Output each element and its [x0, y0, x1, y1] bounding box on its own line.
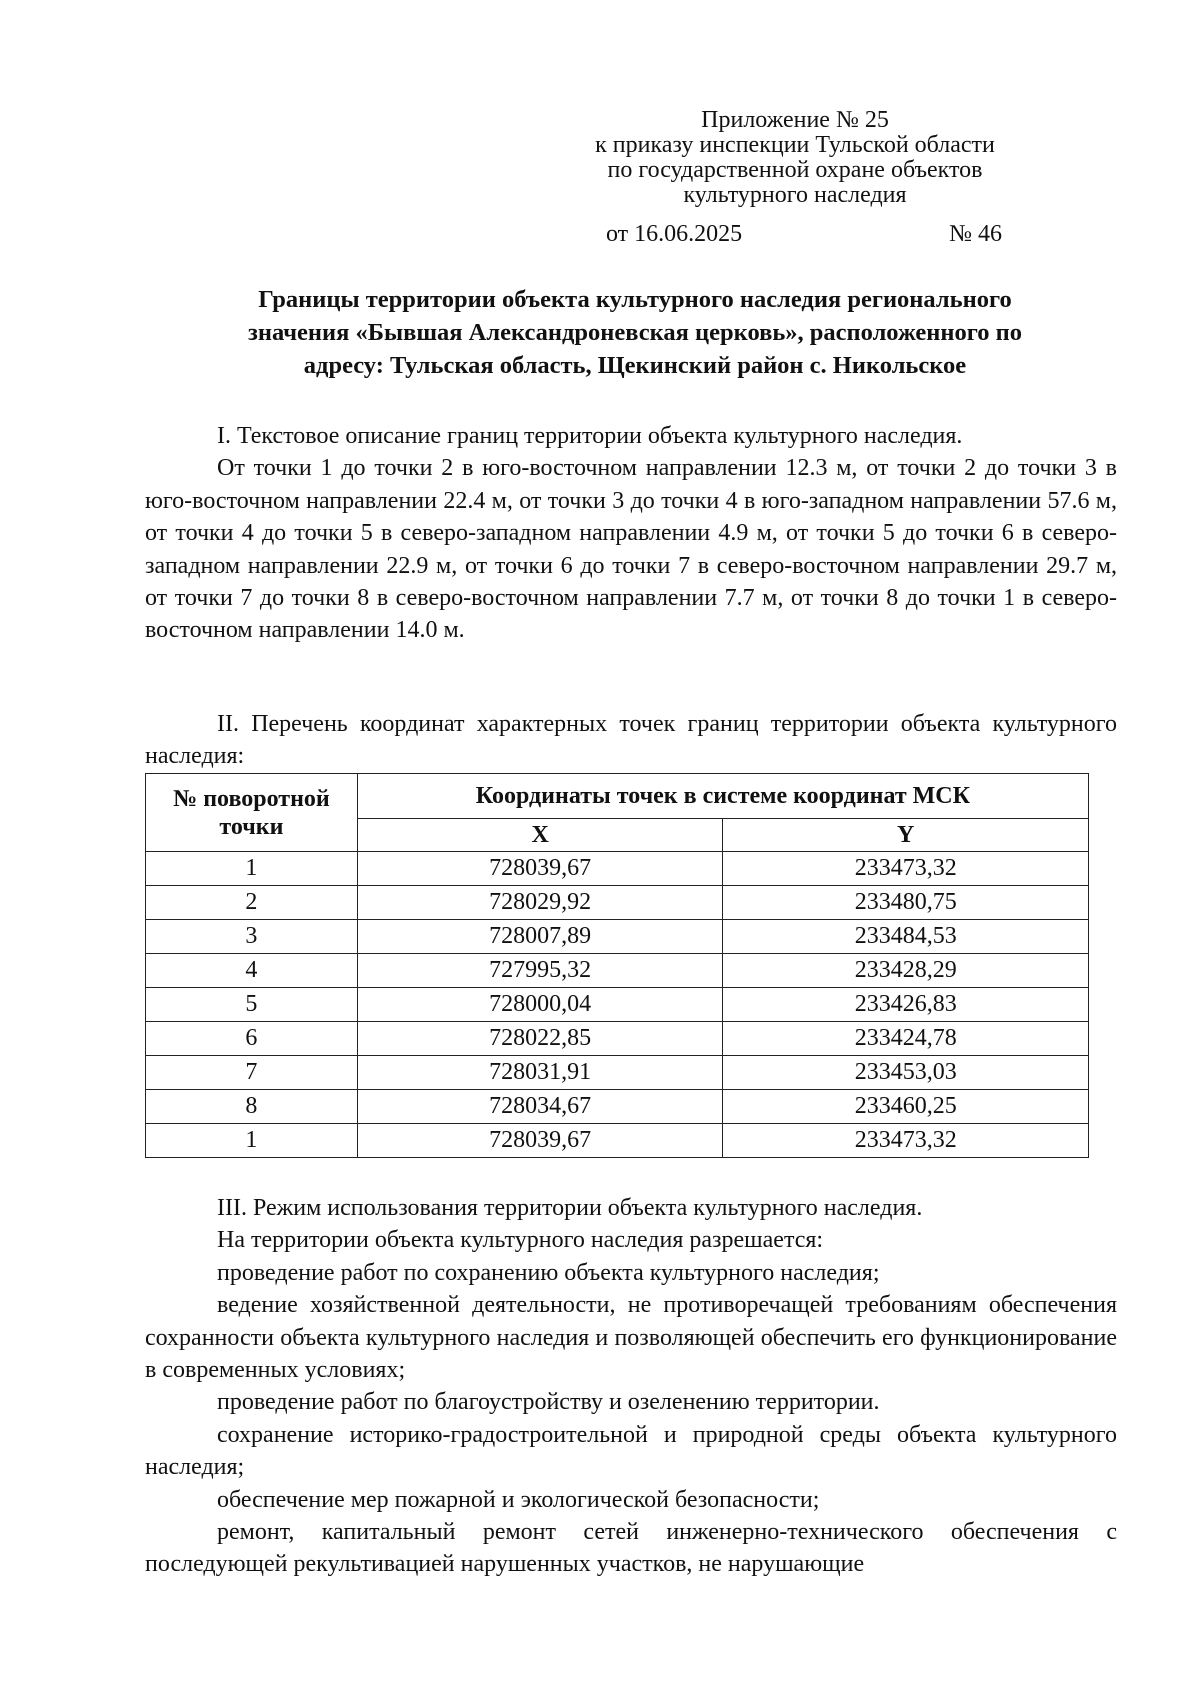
- x-coordinate-cell: 728039,67: [357, 852, 723, 886]
- x-coordinate-cell: 727995,32: [357, 954, 723, 988]
- table-row: [146, 954, 1089, 988]
- y-coordinate-cell: 233424,78: [723, 1022, 1089, 1056]
- table-row: [146, 852, 1089, 886]
- column-header-coordinates: Координаты точек в системе координат МСК: [357, 774, 1088, 819]
- table-row: [146, 988, 1089, 1022]
- x-coordinate-cell: 728039,67: [357, 1124, 723, 1158]
- column-header-point: № поворотной точки: [146, 774, 358, 852]
- title-line: Границы территории объекта культурного наследия регионального: [258, 286, 1012, 313]
- y-coordinate-cell: 233480,75: [723, 886, 1089, 920]
- x-coordinate-cell: 728034,67: [357, 1090, 723, 1124]
- appendix-line: культурного наследия: [683, 182, 907, 208]
- section-paragraph: проведение работ по сохранению объекта культурного наследия;: [217, 1259, 880, 1286]
- point-number-cell: 5: [146, 988, 358, 1022]
- point-number-cell: 8: [146, 1090, 358, 1124]
- y-coordinate-cell: 233428,29: [723, 954, 1089, 988]
- x-coordinate-cell: 728029,92: [357, 886, 723, 920]
- document-title: [145, 283, 1125, 382]
- appendix-line: к приказу инспекции Тульской области: [595, 132, 995, 158]
- appendix-header: [560, 108, 1030, 208]
- section-paragraph: проведение работ по благоустройству и озеленению территории.: [217, 1389, 880, 1416]
- x-coordinate-cell: 728022,85: [357, 1022, 723, 1056]
- table-row: [146, 920, 1089, 954]
- point-number-cell: 1: [146, 1124, 358, 1158]
- table-row: [146, 1124, 1089, 1158]
- x-coordinate-cell: 728000,04: [357, 988, 723, 1022]
- y-coordinate-cell: 233426,83: [723, 988, 1089, 1022]
- point-number-cell: 2: [146, 886, 358, 920]
- y-coordinate-cell: 233473,32: [723, 1124, 1089, 1158]
- order-date: от 16.06.2025: [606, 221, 743, 247]
- point-number-cell: 3: [146, 920, 358, 954]
- table-row: [146, 886, 1089, 920]
- section-heading: II. Перечень координат характерных точек границ территории объекта культурного наследия:: [145, 711, 1117, 770]
- section-paragraph: ведение хозяйственной деятельности, не противоречащей требованиям обеспечения сохранности объекта культурного наследия и позволяющей обеспечить его функционирование в современных условиях;: [145, 1292, 1117, 1384]
- column-header-x: X: [357, 819, 723, 852]
- coordinates-table-body: [146, 852, 1089, 1158]
- x-coordinate-cell: 728031,91: [357, 1056, 723, 1090]
- section-paragraph: От точки 1 до точки 2 в юго-восточном направлении 12.3 м, от точки 2 до точки 3 в юго-восточном направлении 22.4 м, от точки 3 до точки 4 в юго-западном направлении 57.6 м, от точки 4 до точки 5 в северо-западном направлении 4.9 м, от точки 5 до точки 6 в северо-западном направлении 22.9 м, от точки 6 до точки 7 в северо-восточном направлении 29.7 м, от точки 7 до точки 8 в северо-восточном направлении 7.7 м, от точки 8 до точки 1 в северо-восточном направлении 14.0 м.: [145, 455, 1117, 644]
- y-coordinate-cell: 233473,32: [723, 852, 1089, 886]
- point-number-cell: 4: [146, 954, 358, 988]
- section-paragraph: сохранение историко-градостроительной и природной среды объекта культурного наследия;: [145, 1421, 1117, 1481]
- y-coordinate-cell: 233453,03: [723, 1056, 1089, 1090]
- title-line: значения «Бывшая Александроневская церковь», расположенного по: [247, 319, 1023, 346]
- table-row: [146, 1090, 1089, 1124]
- section-coordinates-intro: [145, 708, 1117, 773]
- y-coordinate-cell: 233484,53: [723, 920, 1089, 954]
- section-heading: III. Режим использования территории объекта культурного наследия.: [217, 1195, 923, 1221]
- section-paragraph: обеспечение мер пожарной и экологической безопасности;: [217, 1486, 820, 1513]
- point-number-cell: 7: [146, 1056, 358, 1090]
- order-number: № 46: [949, 221, 1002, 247]
- table-row: [146, 1056, 1089, 1090]
- coordinates-table: [145, 773, 1089, 1158]
- y-coordinate-cell: 233460,25: [723, 1090, 1089, 1124]
- appendix-line: по государственной охране объектов: [607, 157, 983, 183]
- section-text-description: [145, 420, 1117, 647]
- table-row: [146, 1022, 1089, 1056]
- section-paragraph: ремонт, капитальный ремонт сетей инженерно-технического обеспечения с последующей рекультивацией нарушенных участков, не нарушающие: [145, 1519, 1117, 1578]
- title-line: адресу: Тульская область, Щекинский район с. Никольское: [303, 352, 967, 379]
- appendix-line: Приложение № 25: [701, 107, 889, 133]
- section-heading: I. Текстовое описание границ территории объекта культурного наследия.: [217, 423, 963, 449]
- x-coordinate-cell: 728007,89: [357, 920, 723, 954]
- point-number-cell: 6: [146, 1022, 358, 1056]
- section-usage-regime: [145, 1192, 1117, 1581]
- section-paragraph: На территории объекта культурного наследия разрешается:: [217, 1227, 824, 1254]
- point-number-cell: 1: [146, 852, 358, 886]
- column-header-y: Y: [723, 819, 1089, 852]
